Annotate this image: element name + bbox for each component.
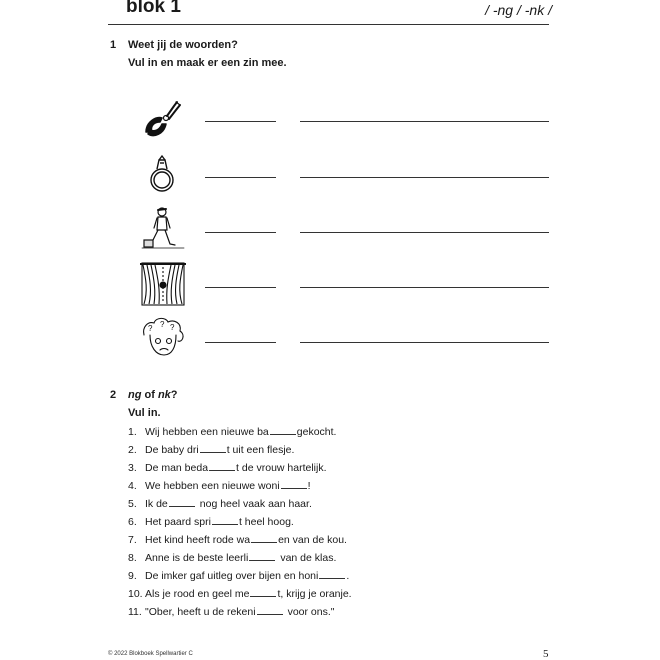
- ring-icon: [136, 150, 190, 200]
- fill-blank[interactable]: [169, 497, 195, 507]
- exercise-2-title-nk: nk: [157, 389, 171, 401]
- fill-blank[interactable]: [209, 461, 235, 471]
- exercise-2-title-ng: ng: [128, 389, 142, 401]
- item-text-after: t heel hoog.: [238, 516, 294, 528]
- header-rule: [108, 24, 549, 25]
- item-text-before: Het kind heeft rode wa: [145, 534, 251, 546]
- list-item: [128, 551, 336, 565]
- fill-blank[interactable]: [270, 425, 296, 435]
- sentence-line[interactable]: [300, 342, 549, 343]
- list-item: [128, 605, 334, 619]
- item-number: 7.: [128, 534, 137, 546]
- item-text-after: voor ons.": [287, 606, 335, 618]
- item-number: 9.: [128, 570, 137, 582]
- svg-text:?: ?: [170, 323, 175, 332]
- item-number: 1.: [128, 426, 137, 438]
- fill-blank[interactable]: [212, 515, 238, 525]
- word-line[interactable]: [205, 232, 276, 233]
- svg-text:?: ?: [160, 320, 165, 329]
- fill-blank[interactable]: [249, 551, 275, 561]
- exercise-2-title-of: of: [141, 389, 158, 401]
- item-number: 10.: [128, 588, 143, 600]
- item-text-before: Als je rood en geel me: [145, 588, 250, 600]
- list-item: [128, 515, 294, 529]
- list-item: [128, 533, 347, 547]
- exercise-1-number: 1: [110, 39, 117, 51]
- header-tag: / -ng / -nk /: [485, 2, 552, 18]
- item-text-before: "Ober, heeft u de rekeni: [145, 606, 256, 618]
- fill-blank[interactable]: [250, 587, 276, 597]
- confused-person-icon: [136, 313, 190, 363]
- item-text-after: nog heel vaak aan haar.: [199, 498, 312, 510]
- fill-blank[interactable]: [319, 569, 345, 579]
- item-text-after: t de vrouw hartelijk.: [236, 462, 327, 474]
- item-number: 4.: [128, 480, 137, 492]
- item-number: 6.: [128, 516, 137, 528]
- item-text-before: De man beda: [145, 462, 209, 474]
- sentence-line[interactable]: [300, 287, 549, 288]
- footer-copyright: © 2022 Blokboek Spellwartier C: [108, 651, 193, 657]
- sentence-line[interactable]: [300, 121, 549, 122]
- exercise-1-instruction-2: Vul in en maak er een zin mee.: [128, 57, 287, 69]
- item-text-before: Ik de: [145, 498, 168, 510]
- list-item: [128, 443, 294, 457]
- exercise-2-title-question: ?: [170, 389, 178, 401]
- item-text-before: Het paard spri: [145, 516, 211, 528]
- sentence-line[interactable]: [300, 232, 549, 233]
- item-text-before: De imker gaf uitleg over bijen en honi: [145, 570, 319, 582]
- fill-blank[interactable]: [200, 443, 226, 453]
- item-text-after: van de klas.: [280, 552, 337, 564]
- exercise-1-instruction-1: Weet jij de woorden?: [128, 39, 238, 51]
- boy-with-bandaged-leg-icon: [136, 204, 190, 254]
- exercise-2-title: [128, 389, 178, 401]
- list-item: [128, 569, 349, 583]
- word-line[interactable]: [205, 121, 276, 122]
- item-number: 3.: [128, 462, 137, 474]
- list-item: [128, 587, 352, 601]
- curtains-icon: [136, 259, 190, 309]
- list-item: [128, 425, 336, 439]
- item-text-after: .: [346, 570, 350, 582]
- header-title: blok 1: [126, 0, 181, 17]
- list-item: [128, 479, 311, 493]
- word-line[interactable]: [205, 177, 276, 178]
- item-number: 5.: [128, 498, 137, 510]
- fill-blank[interactable]: [257, 605, 283, 615]
- pliers-icon: [136, 96, 190, 146]
- word-line[interactable]: [205, 342, 276, 343]
- page-number: 5: [543, 648, 549, 660]
- fill-blank[interactable]: [281, 479, 307, 489]
- list-item: [128, 497, 312, 511]
- word-line[interactable]: [205, 287, 276, 288]
- item-text-after: gekocht.: [296, 426, 337, 438]
- svg-text:?: ?: [148, 324, 153, 333]
- item-text-before: De baby dri: [145, 444, 199, 456]
- item-number: 8.: [128, 552, 137, 564]
- item-text-after: en van de kou.: [278, 534, 347, 546]
- item-text-before: Wij hebben een nieuwe ba: [145, 426, 269, 438]
- sentence-line[interactable]: [300, 177, 549, 178]
- item-text-before: We hebben een nieuwe woni: [145, 480, 280, 492]
- list-item: [128, 461, 327, 475]
- fill-blank[interactable]: [251, 533, 277, 543]
- item-text-before: Anne is de beste leerli: [145, 552, 249, 564]
- item-text-after: t, krijg je oranje.: [277, 588, 352, 600]
- item-text-after: t uit een flesje.: [226, 444, 295, 456]
- item-number: 11.: [128, 606, 142, 618]
- exercise-2-number: 2: [110, 389, 117, 401]
- exercise-2-instruction: Vul in.: [128, 407, 161, 419]
- item-number: 2.: [128, 444, 137, 456]
- item-text-after: !: [307, 480, 311, 492]
